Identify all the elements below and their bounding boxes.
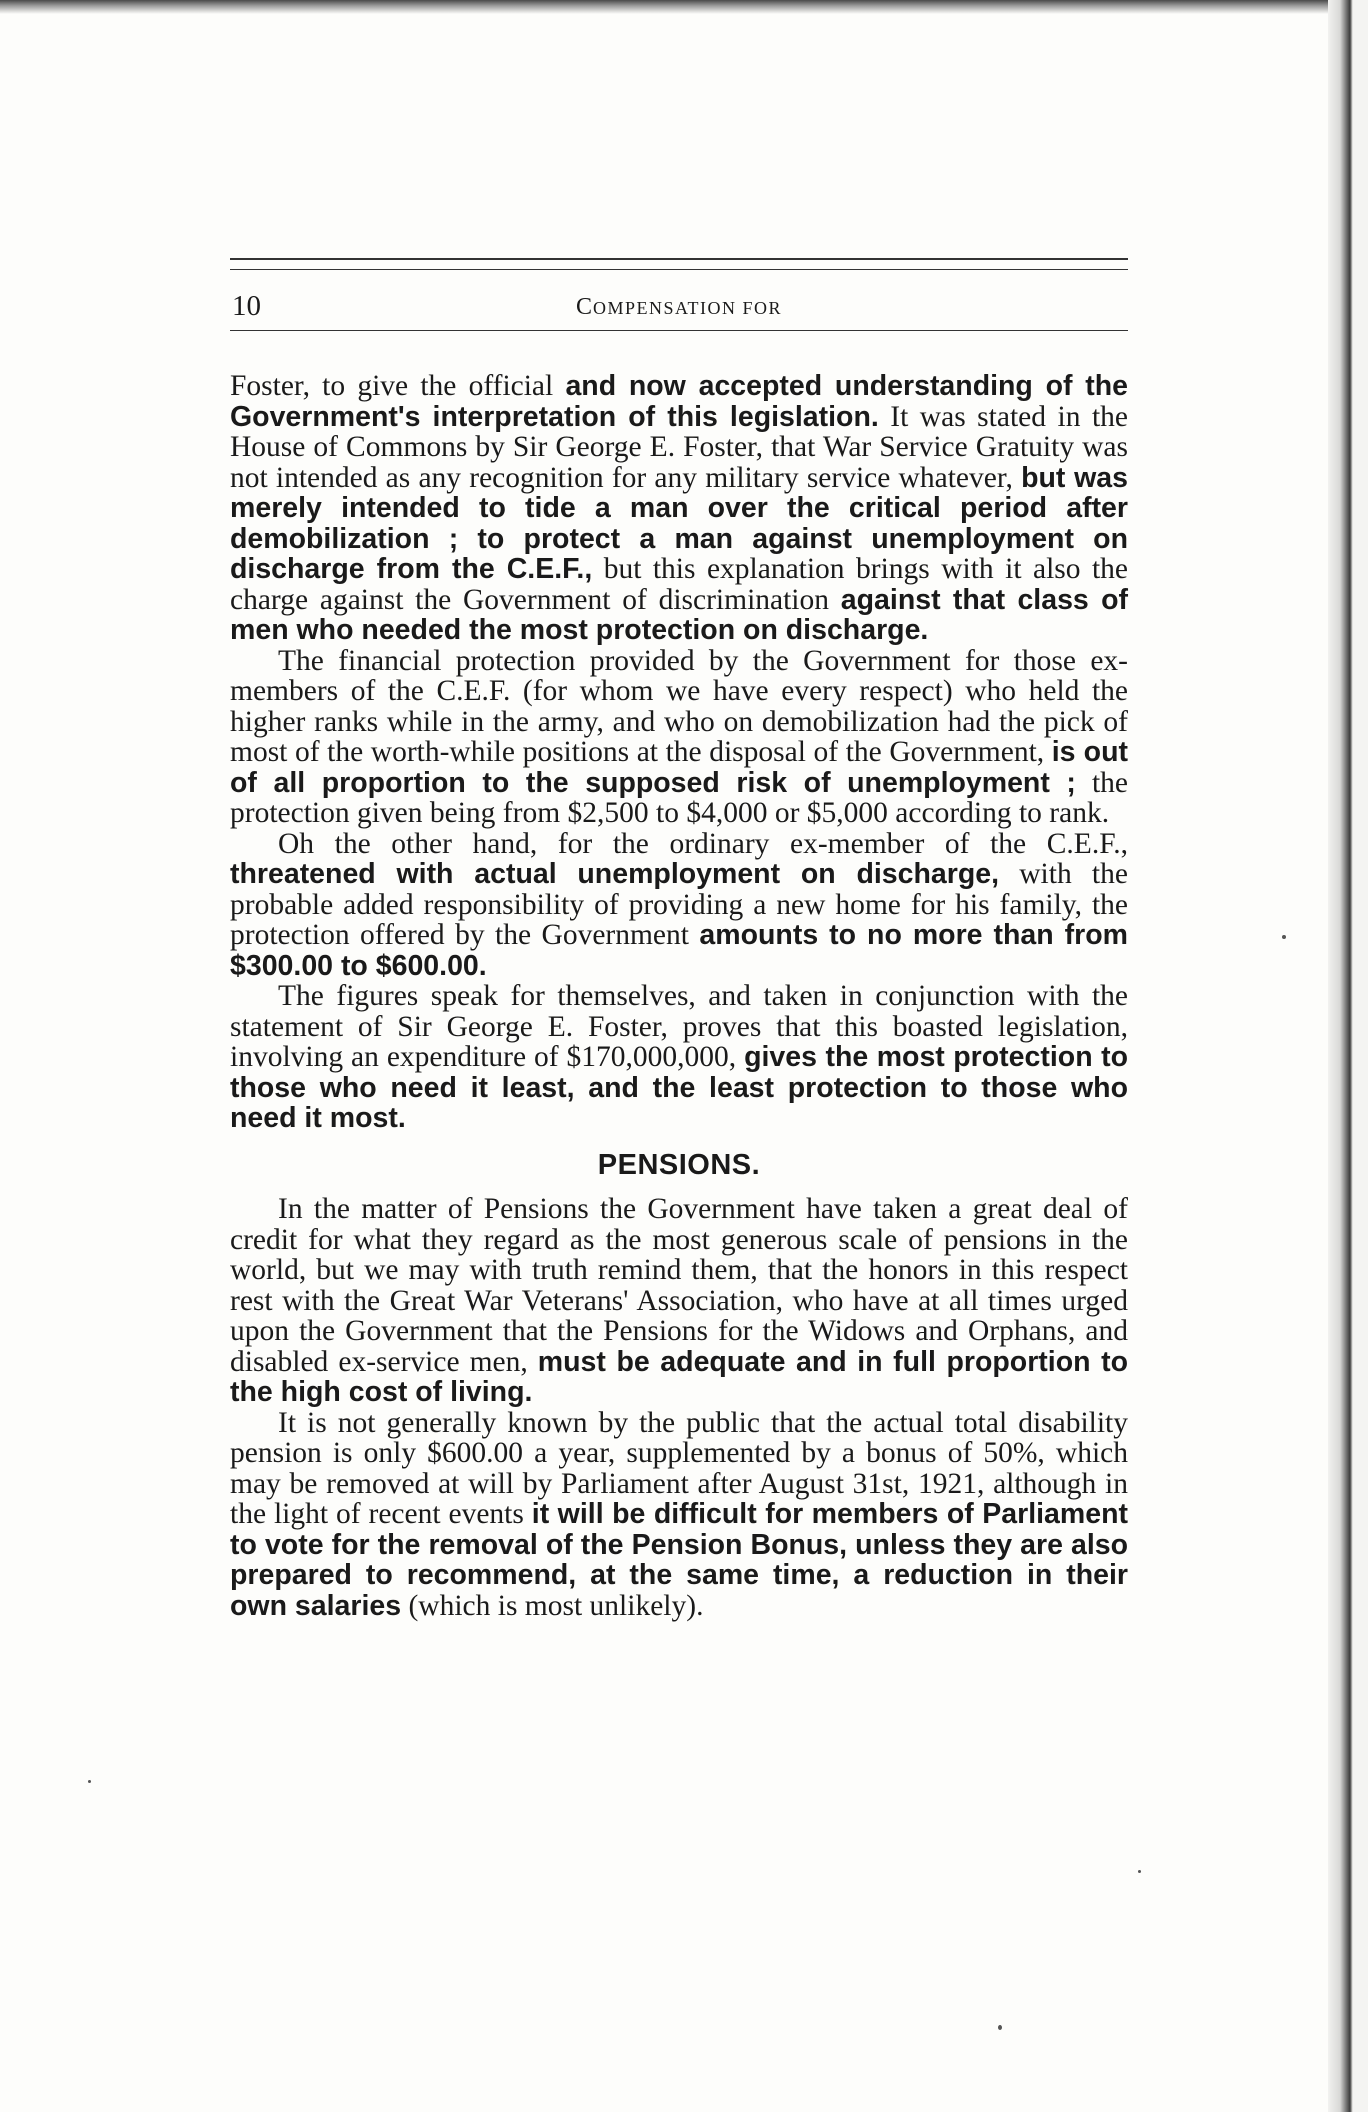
- bold-text: is out of all proportion to the supposed risk of unemployment ;: [230, 736, 1128, 799]
- text-run: The figures speak for themselves, and taken in conjunction with the statement of Sir George E. Foster, proves that this boasted legislation, involving an expenditure of $170,000,000,: [230, 980, 1128, 1073]
- paragraph: [230, 981, 1128, 1134]
- text-run: It was stated in the House of Commons by Sir George E. Foster, that War Service Gratuity was not intended as any recognition for any military service whatever,: [230, 400, 1128, 494]
- scan-top-shadow: [0, 0, 1368, 14]
- pensions-section: [230, 1194, 1128, 1621]
- bold-text: amounts to no more than from $300.00 to $600.00.: [230, 919, 1128, 982]
- paragraph: [230, 646, 1128, 829]
- text-run: Oh the other hand, for the ordinary ex-member of the C.E.F.,: [278, 827, 1128, 860]
- paragraph: [230, 1194, 1128, 1408]
- scan-speck: [1138, 1870, 1141, 1873]
- paragraph: [230, 829, 1128, 982]
- bold-text: against that class of men who needed the most protection on discharge.: [230, 583, 1128, 646]
- text-run: the protection given being from $2,500 to $4,000 or $5,000 according to rank.: [230, 766, 1128, 829]
- running-title-rest: OMPENSATION FOR: [592, 298, 783, 318]
- bold-text: must be adequate and in full proportion to the high cost of living.: [230, 1345, 1129, 1408]
- text-run: with the probable added responsibility of providing a new home for his family, the protection offered by the Government: [230, 858, 1128, 951]
- page-number: 10: [232, 290, 261, 322]
- text-run: Foster, to give the official: [230, 370, 566, 402]
- text-run: It is not generally known by the public that the actual total disability pension is only $600.00 a year, supplemented by a bonus of 50%, which may be removed at will by Parliament after August 31st, 1921, although in the light of recent events: [230, 1406, 1128, 1530]
- book-page: [230, 258, 1128, 1621]
- bold-text: gives the most protection to those who need it least, and the least protection to those who need it most.: [230, 1041, 1128, 1134]
- bold-text: threatened with actual unemployment on discharge,: [230, 858, 1000, 890]
- text-run: The financial protection provided by the Government for those ex-members of the C.E.F. (for whom we have every respect) who held the higher ranks while in the army, and who on demobilization had the pick of most of the worth-while positions at the disposal of the Government,: [230, 644, 1128, 768]
- text-run: but this explanation brings with it also the charge against the Government of discrimination: [230, 553, 1128, 616]
- running-head: [230, 284, 1128, 322]
- paragraph: [230, 371, 1128, 646]
- running-title: [230, 294, 1128, 321]
- scan-speck: [998, 2025, 1002, 2030]
- paragraph: [230, 1408, 1128, 1622]
- bold-text: it will be difficult for members of Parliament to vote for the removal of the Pension Bonus, unless they are also prepared to recommend, at the same time, a reduction in their own salaries: [230, 1498, 1128, 1622]
- running-title-initial: C: [575, 294, 593, 320]
- scan-speck: [1282, 935, 1286, 939]
- body-text: [230, 371, 1128, 1621]
- bold-text: but was merely intended to tide a man over the critical period after demobilization ; to protect a man against unemployment on discharge from the C.E.F.,: [230, 461, 1128, 585]
- bold-text: and now accepted understanding of the Government's interpretation of this legislation.: [230, 370, 1129, 433]
- scan-speck: [88, 1780, 91, 1783]
- war-gratuity-section: [230, 371, 1128, 1134]
- section-heading-pensions: PENSIONS.: [597, 1148, 761, 1181]
- header-rule: [230, 330, 1128, 331]
- header-double-rule: [230, 258, 1128, 270]
- text-run: In the matter of Pensions the Government have taken a great deal of credit for what they regard as the most generous scale of pensions in the world, but we may with truth remind them, that the honors in this respect rest with the Great War Veterans' Association, who have at all times urged upon the Government that the Pensions for the Widows and Orphans, and disabled ex-service men,: [230, 1193, 1128, 1378]
- scan-right-edge: [1328, 0, 1368, 2112]
- text-run: (which is most unlikely).: [401, 1589, 704, 1622]
